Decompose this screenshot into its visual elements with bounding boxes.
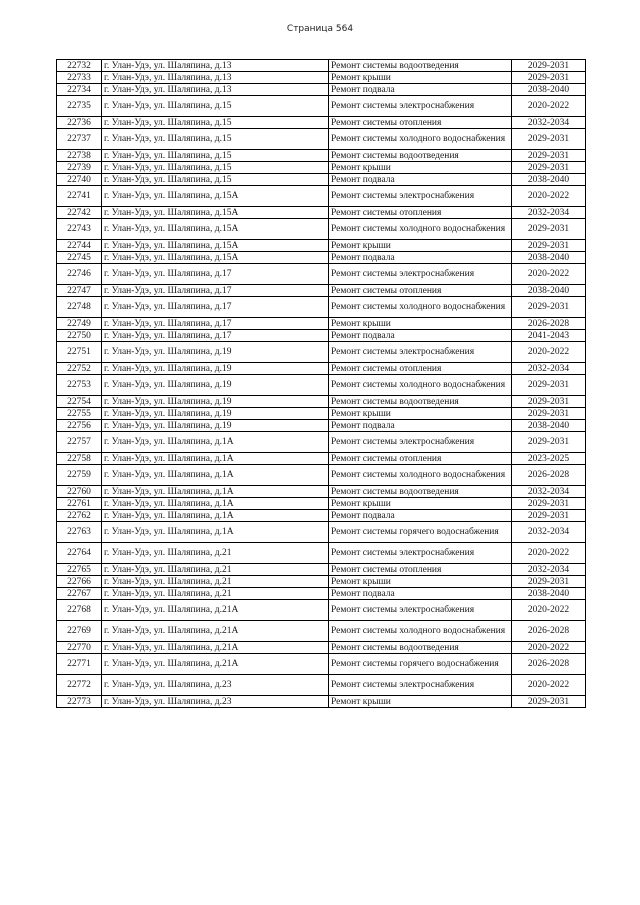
- table-row: [57, 543, 586, 564]
- address-cell: г. Улан-Удэ, ул. Шаляпина, д.15: [102, 150, 329, 162]
- work-type-cell: Ремонт подвала: [329, 174, 512, 186]
- table-row: [57, 342, 586, 363]
- row-number-cell: 22734: [57, 84, 102, 96]
- table-row: [57, 432, 586, 453]
- address-cell: г. Улан-Удэ, ул. Шаляпина, д.17: [102, 285, 329, 297]
- address-cell: г. Улан-Удэ, ул. Шаляпина, д.17: [102, 318, 329, 330]
- table-row: [57, 420, 586, 432]
- row-number-cell: 22761: [57, 498, 102, 510]
- page-title: Страница 564: [286, 24, 354, 34]
- period-cell: 2041-2043: [512, 330, 586, 342]
- period-cell: 2029-2031: [512, 150, 586, 162]
- address-cell: г. Улан-Удэ, ул. Шаляпина, д.13: [102, 84, 329, 96]
- address-cell: г. Улан-Удэ, ул. Шаляпина, д.17: [102, 297, 329, 318]
- work-type-cell: Ремонт подвала: [329, 510, 512, 522]
- row-number-cell: 22740: [57, 174, 102, 186]
- table-row: [57, 465, 586, 486]
- address-cell: г. Улан-Удэ, ул. Шаляпина, д.21: [102, 564, 329, 576]
- work-type-cell: Ремонт крыши: [329, 498, 512, 510]
- period-cell: 2038-2040: [512, 285, 586, 297]
- table-row: [57, 486, 586, 498]
- table-row: [57, 174, 586, 186]
- work-type-cell: Ремонт системы водоотведения: [329, 642, 512, 654]
- work-type-cell: Ремонт системы отопления: [329, 285, 512, 297]
- table-row: [57, 318, 586, 330]
- work-type-cell: Ремонт крыши: [329, 240, 512, 252]
- row-number-cell: 22747: [57, 285, 102, 297]
- work-type-cell: Ремонт крыши: [329, 696, 512, 708]
- address-cell: г. Улан-Удэ, ул. Шаляпина, д.1А: [102, 432, 329, 453]
- work-type-cell: Ремонт системы горячего водоснабжения: [329, 522, 512, 543]
- work-type-cell: Ремонт подвала: [329, 588, 512, 600]
- address-cell: г. Улан-Удэ, ул. Шаляпина, д.21: [102, 576, 329, 588]
- table-row: [57, 588, 586, 600]
- repair-schedule-table: [56, 59, 586, 708]
- row-number-cell: 22760: [57, 486, 102, 498]
- work-type-cell: Ремонт системы водоотведения: [329, 396, 512, 408]
- table-row: [57, 84, 586, 96]
- table-row: [57, 297, 586, 318]
- row-number-cell: 22736: [57, 117, 102, 129]
- period-cell: 2026-2028: [512, 654, 586, 675]
- address-cell: г. Улан-Удэ, ул. Шаляпина, д.1А: [102, 465, 329, 486]
- row-number-cell: 22749: [57, 318, 102, 330]
- table-row: [57, 654, 586, 675]
- table-row: [57, 621, 586, 642]
- period-cell: 2020-2022: [512, 186, 586, 207]
- work-type-cell: Ремонт крыши: [329, 72, 512, 84]
- address-cell: г. Улан-Удэ, ул. Шаляпина, д.1А: [102, 486, 329, 498]
- period-cell: 2029-2031: [512, 576, 586, 588]
- work-type-cell: Ремонт крыши: [329, 162, 512, 174]
- period-cell: 2029-2031: [512, 60, 586, 72]
- period-cell: 2029-2031: [512, 498, 586, 510]
- table-row: [57, 150, 586, 162]
- work-type-cell: Ремонт системы электроснабжения: [329, 675, 512, 696]
- row-number-cell: 22770: [57, 642, 102, 654]
- work-type-cell: Ремонт системы холодного водоснабжения: [329, 375, 512, 396]
- period-cell: 2029-2031: [512, 510, 586, 522]
- address-cell: г. Улан-Удэ, ул. Шаляпина, д.13: [102, 72, 329, 84]
- work-type-cell: Ремонт системы отопления: [329, 207, 512, 219]
- work-type-cell: Ремонт подвала: [329, 420, 512, 432]
- period-cell: 2020-2022: [512, 264, 586, 285]
- period-cell: 2020-2022: [512, 675, 586, 696]
- address-cell: г. Улан-Удэ, ул. Шаляпина, д.15: [102, 129, 329, 150]
- address-cell: г. Улан-Удэ, ул. Шаляпина, д.19: [102, 396, 329, 408]
- address-cell: г. Улан-Удэ, ул. Шаляпина, д.19: [102, 375, 329, 396]
- table-row: [57, 363, 586, 375]
- table-row: [57, 117, 586, 129]
- row-number-cell: 22748: [57, 297, 102, 318]
- address-cell: г. Улан-Удэ, ул. Шаляпина, д.1А: [102, 453, 329, 465]
- table-row: [57, 408, 586, 420]
- period-cell: 2038-2040: [512, 84, 586, 96]
- row-number-cell: 22766: [57, 576, 102, 588]
- work-type-cell: Ремонт системы отопления: [329, 453, 512, 465]
- work-type-cell: Ремонт системы холодного водоснабжения: [329, 621, 512, 642]
- period-cell: 2029-2031: [512, 432, 586, 453]
- work-type-cell: Ремонт системы холодного водоснабжения: [329, 129, 512, 150]
- table-body: [57, 60, 586, 708]
- work-type-cell: Ремонт системы электроснабжения: [329, 186, 512, 207]
- row-number-cell: 22754: [57, 396, 102, 408]
- address-cell: г. Улан-Удэ, ул. Шаляпина, д.17: [102, 264, 329, 285]
- period-cell: 2020-2022: [512, 342, 586, 363]
- address-cell: г. Улан-Удэ, ул. Шаляпина, д.15: [102, 96, 329, 117]
- address-cell: г. Улан-Удэ, ул. Шаляпина, д.21А: [102, 621, 329, 642]
- work-type-cell: Ремонт системы отопления: [329, 363, 512, 375]
- period-cell: 2020-2022: [512, 543, 586, 564]
- work-type-cell: Ремонт системы электроснабжения: [329, 600, 512, 621]
- period-cell: 2038-2040: [512, 420, 586, 432]
- period-cell: 2020-2022: [512, 96, 586, 117]
- period-cell: 2029-2031: [512, 297, 586, 318]
- address-cell: г. Улан-Удэ, ул. Шаляпина, д.15: [102, 117, 329, 129]
- work-type-cell: Ремонт системы холодного водоснабжения: [329, 297, 512, 318]
- period-cell: 2038-2040: [512, 252, 586, 264]
- address-cell: г. Улан-Удэ, ул. Шаляпина, д.19: [102, 408, 329, 420]
- row-number-cell: 22765: [57, 564, 102, 576]
- table-row: [57, 576, 586, 588]
- table-row: [57, 162, 586, 174]
- period-cell: 2032-2034: [512, 486, 586, 498]
- period-cell: 2032-2034: [512, 564, 586, 576]
- table-row: [57, 72, 586, 84]
- table-row: [57, 564, 586, 576]
- period-cell: 2020-2022: [512, 600, 586, 621]
- address-cell: г. Улан-Удэ, ул. Шаляпина, д.1А: [102, 522, 329, 543]
- row-number-cell: 22755: [57, 408, 102, 420]
- row-number-cell: 22743: [57, 219, 102, 240]
- work-type-cell: Ремонт системы отопления: [329, 564, 512, 576]
- work-type-cell: Ремонт крыши: [329, 576, 512, 588]
- table-row: [57, 375, 586, 396]
- address-cell: г. Улан-Удэ, ул. Шаляпина, д.21А: [102, 600, 329, 621]
- row-number-cell: 22768: [57, 600, 102, 621]
- row-number-cell: 22745: [57, 252, 102, 264]
- period-cell: 2029-2031: [512, 219, 586, 240]
- row-number-cell: 22750: [57, 330, 102, 342]
- period-cell: 2026-2028: [512, 621, 586, 642]
- work-type-cell: Ремонт крыши: [329, 408, 512, 420]
- row-number-cell: 22741: [57, 186, 102, 207]
- work-type-cell: Ремонт подвала: [329, 330, 512, 342]
- period-cell: 2029-2031: [512, 408, 586, 420]
- row-number-cell: 22763: [57, 522, 102, 543]
- table-row: [57, 285, 586, 297]
- period-cell: 2029-2031: [512, 129, 586, 150]
- row-number-cell: 22744: [57, 240, 102, 252]
- address-cell: г. Улан-Удэ, ул. Шаляпина, д.23: [102, 675, 329, 696]
- address-cell: г. Улан-Удэ, ул. Шаляпина, д.21: [102, 543, 329, 564]
- work-type-cell: Ремонт системы водоотведения: [329, 486, 512, 498]
- work-type-cell: Ремонт системы электроснабжения: [329, 432, 512, 453]
- address-cell: г. Улан-Удэ, ул. Шаляпина, д.15А: [102, 252, 329, 264]
- period-cell: 2038-2040: [512, 588, 586, 600]
- address-cell: г. Улан-Удэ, ул. Шаляпина, д.1А: [102, 498, 329, 510]
- period-cell: 2029-2031: [512, 162, 586, 174]
- period-cell: 2029-2031: [512, 375, 586, 396]
- row-number-cell: 22764: [57, 543, 102, 564]
- row-number-cell: 22746: [57, 264, 102, 285]
- table-row: [57, 252, 586, 264]
- table-row: [57, 129, 586, 150]
- address-cell: г. Улан-Удэ, ул. Шаляпина, д.21А: [102, 642, 329, 654]
- row-number-cell: 22772: [57, 675, 102, 696]
- work-type-cell: Ремонт системы холодного водоснабжения: [329, 219, 512, 240]
- row-number-cell: 22742: [57, 207, 102, 219]
- row-number-cell: 22769: [57, 621, 102, 642]
- row-number-cell: 22767: [57, 588, 102, 600]
- row-number-cell: 22735: [57, 96, 102, 117]
- address-cell: г. Улан-Удэ, ул. Шаляпина, д.19: [102, 342, 329, 363]
- row-number-cell: 22773: [57, 696, 102, 708]
- table-row: [57, 453, 586, 465]
- work-type-cell: Ремонт системы электроснабжения: [329, 96, 512, 117]
- period-cell: 2026-2028: [512, 318, 586, 330]
- table-row: [57, 522, 586, 543]
- row-number-cell: 22757: [57, 432, 102, 453]
- period-cell: 2020-2022: [512, 642, 586, 654]
- table-row: [57, 675, 586, 696]
- table-row: [57, 600, 586, 621]
- address-cell: г. Улан-Удэ, ул. Шаляпина, д.15А: [102, 240, 329, 252]
- work-type-cell: Ремонт подвала: [329, 84, 512, 96]
- table-row: [57, 186, 586, 207]
- table-row: [57, 696, 586, 708]
- table-row: [57, 240, 586, 252]
- row-number-cell: 22759: [57, 465, 102, 486]
- work-type-cell: Ремонт подвала: [329, 252, 512, 264]
- work-type-cell: Ремонт системы электроснабжения: [329, 543, 512, 564]
- table-row: [57, 60, 586, 72]
- work-type-cell: Ремонт системы горячего водоснабжения: [329, 654, 512, 675]
- address-cell: г. Улан-Удэ, ул. Шаляпина, д.15А: [102, 219, 329, 240]
- work-type-cell: Ремонт системы водоотведения: [329, 150, 512, 162]
- table-row: [57, 264, 586, 285]
- address-cell: г. Улан-Удэ, ул. Шаляпина, д.21: [102, 588, 329, 600]
- address-cell: г. Улан-Удэ, ул. Шаляпина, д.17: [102, 330, 329, 342]
- row-number-cell: 22738: [57, 150, 102, 162]
- work-type-cell: Ремонт системы электроснабжения: [329, 264, 512, 285]
- period-cell: 2032-2034: [512, 363, 586, 375]
- work-type-cell: Ремонт системы электроснабжения: [329, 342, 512, 363]
- address-cell: г. Улан-Удэ, ул. Шаляпина, д.23: [102, 696, 329, 708]
- table-row: [57, 642, 586, 654]
- row-number-cell: 22756: [57, 420, 102, 432]
- period-cell: 2029-2031: [512, 696, 586, 708]
- period-cell: 2038-2040: [512, 174, 586, 186]
- table-row: [57, 96, 586, 117]
- period-cell: 2029-2031: [512, 396, 586, 408]
- table-row: [57, 498, 586, 510]
- period-cell: 2032-2034: [512, 117, 586, 129]
- address-cell: г. Улан-Удэ, ул. Шаляпина, д.19: [102, 420, 329, 432]
- row-number-cell: 22762: [57, 510, 102, 522]
- period-cell: 2029-2031: [512, 72, 586, 84]
- table-row: [57, 510, 586, 522]
- row-number-cell: 22751: [57, 342, 102, 363]
- address-cell: г. Улан-Удэ, ул. Шаляпина, д.1А: [102, 510, 329, 522]
- table-row: [57, 219, 586, 240]
- row-number-cell: 22753: [57, 375, 102, 396]
- address-cell: г. Улан-Удэ, ул. Шаляпина, д.21А: [102, 654, 329, 675]
- row-number-cell: 22732: [57, 60, 102, 72]
- table-row: [57, 396, 586, 408]
- row-number-cell: 22771: [57, 654, 102, 675]
- period-cell: 2032-2034: [512, 207, 586, 219]
- work-type-cell: Ремонт системы холодного водоснабжения: [329, 465, 512, 486]
- address-cell: г. Улан-Удэ, ул. Шаляпина, д.15: [102, 162, 329, 174]
- address-cell: г. Улан-Удэ, ул. Шаляпина, д.15А: [102, 186, 329, 207]
- address-cell: г. Улан-Удэ, ул. Шаляпина, д.15А: [102, 207, 329, 219]
- work-type-cell: Ремонт системы водоотведения: [329, 60, 512, 72]
- work-type-cell: Ремонт системы отопления: [329, 117, 512, 129]
- address-cell: г. Улан-Удэ, ул. Шаляпина, д.13: [102, 60, 329, 72]
- period-cell: 2023-2025: [512, 453, 586, 465]
- period-cell: 2026-2028: [512, 465, 586, 486]
- row-number-cell: 22752: [57, 363, 102, 375]
- table-row: [57, 207, 586, 219]
- row-number-cell: 22739: [57, 162, 102, 174]
- row-number-cell: 22758: [57, 453, 102, 465]
- period-cell: 2032-2034: [512, 522, 586, 543]
- address-cell: г. Улан-Удэ, ул. Шаляпина, д.15: [102, 174, 329, 186]
- table-row: [57, 330, 586, 342]
- row-number-cell: 22737: [57, 129, 102, 150]
- period-cell: 2029-2031: [512, 240, 586, 252]
- row-number-cell: 22733: [57, 72, 102, 84]
- work-type-cell: Ремонт крыши: [329, 318, 512, 330]
- address-cell: г. Улан-Удэ, ул. Шаляпина, д.19: [102, 363, 329, 375]
